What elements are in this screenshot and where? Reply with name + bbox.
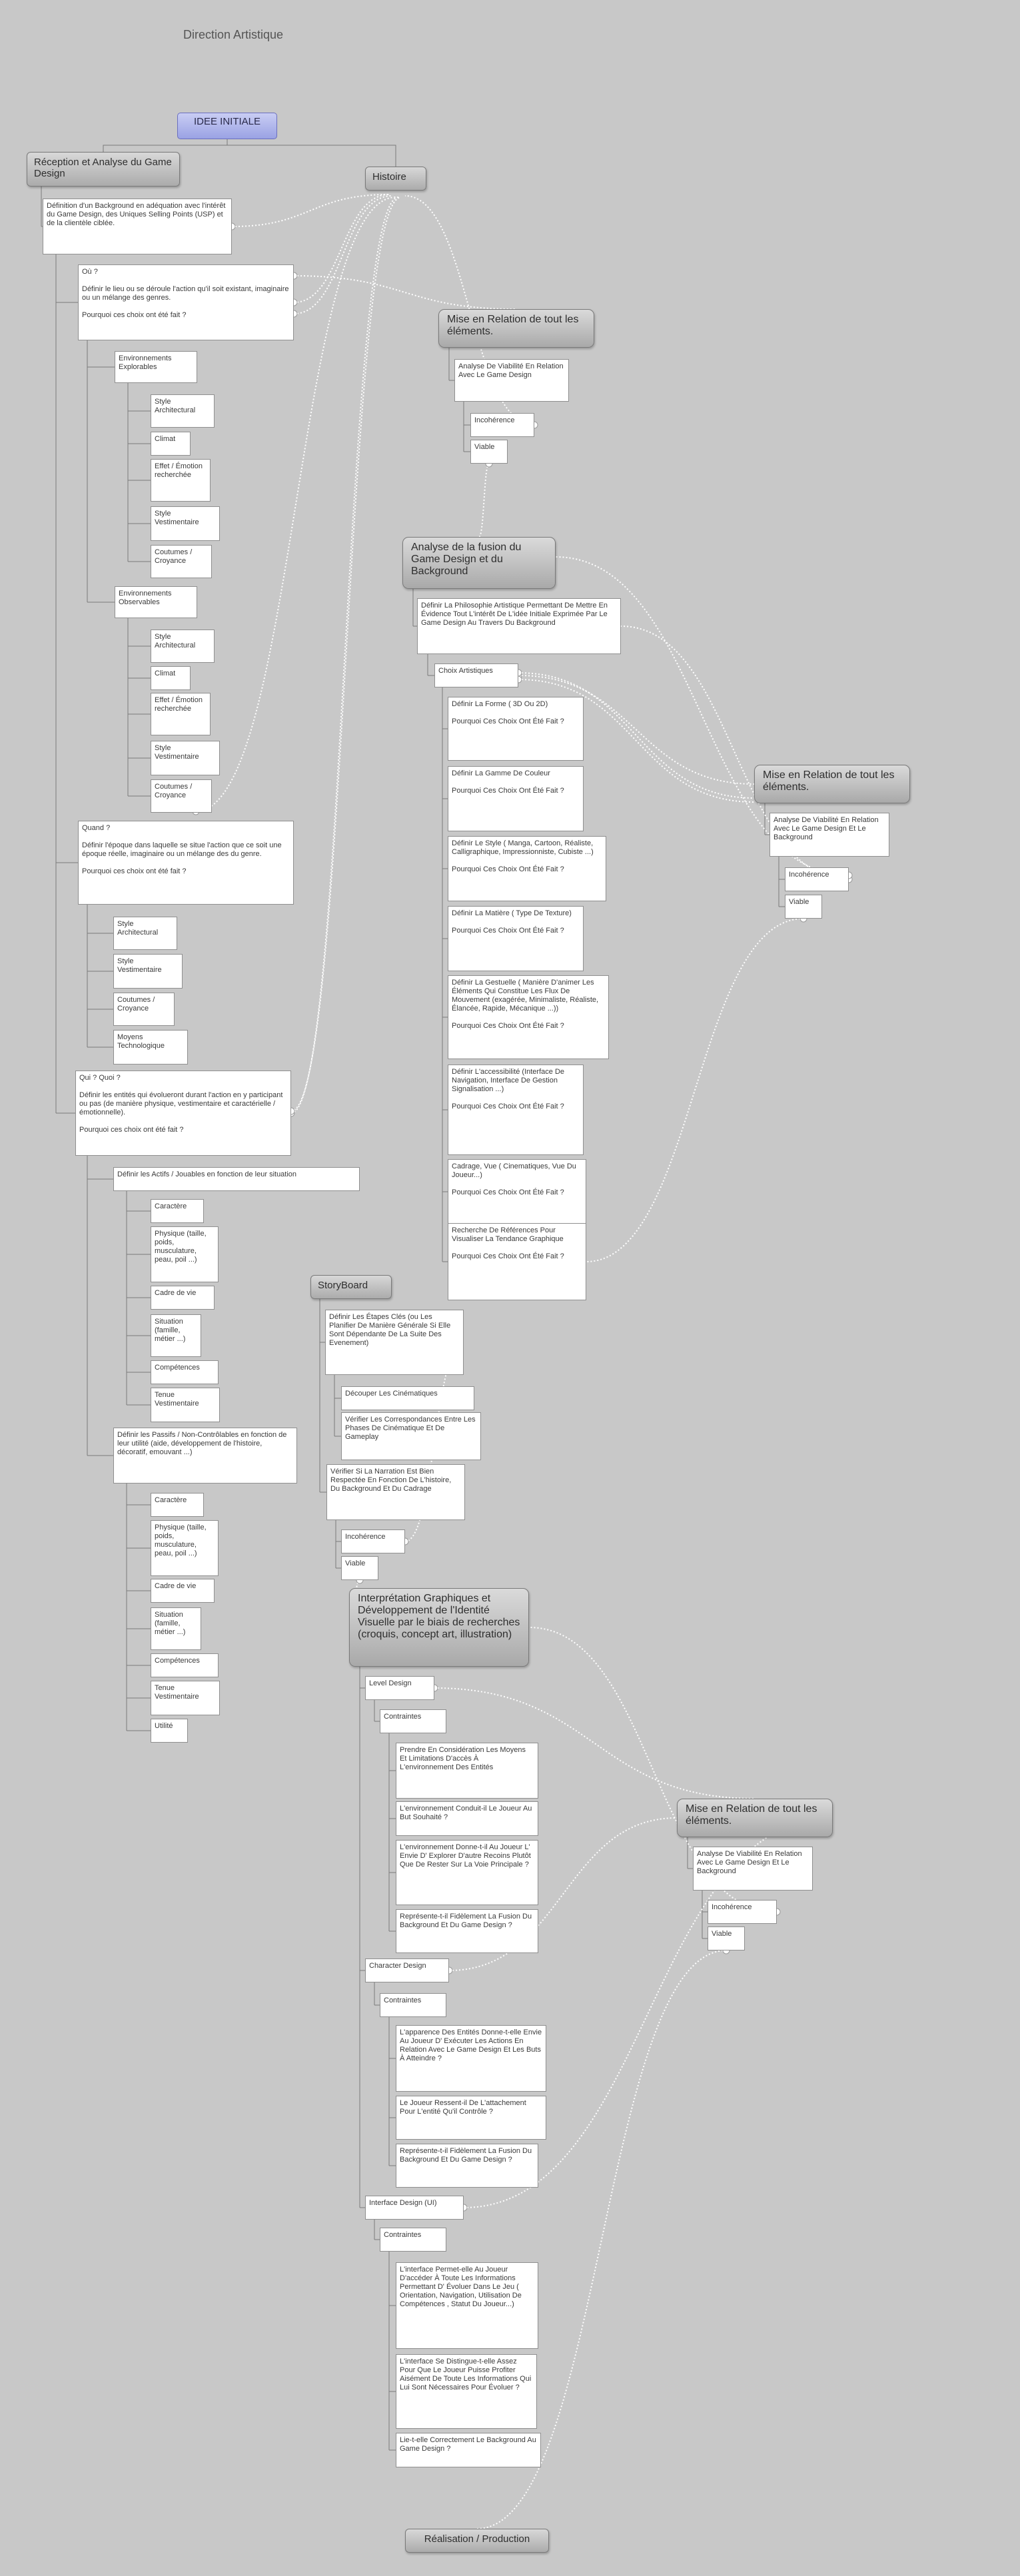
sb-viable-node[interactable]: Viable — [341, 1556, 378, 1580]
ui-c1-node[interactable]: L'interface Permet-elle Au Joueur D'accéder À Toute Les Informations Permettant D' Évoluer Dans Le Jeu ( Orientation, Navigation, Utilisation De Compétences , Statut Du Joueur...) — [396, 2262, 538, 2349]
histoire-node[interactable]: Histoire — [365, 167, 426, 191]
interface-design-node[interactable]: Interface Design (UI) — [365, 2196, 464, 2220]
ui-c2-node[interactable]: L'interface Se Distingue-t-elle Assez Pour Que Le Joueur Puisse Profiter Aisément De Toute Les Informations Qui Lui Sont Nécessaires Pour Évoluer ? — [396, 2354, 537, 2429]
philosophie-node[interactable]: Définir La Philosophie Artistique Permettant De Mettre En Évidence Tout L'intérêt De L'idée Initiale Exprimée Par Le Game Design Au Travers Du Background — [417, 598, 621, 654]
cd-c2-node[interactable]: Le Joueur Ressent-il De L'attachement Pour L'entité Qu'il Contrôle ? — [396, 2096, 546, 2140]
mise1-incoherence-node[interactable]: Incohérence — [470, 413, 534, 437]
reception-node[interactable]: Réception et Analyse du Game Design — [27, 152, 180, 187]
eo-style-vest-node[interactable]: Style Vestimentaire — [151, 741, 220, 775]
matiere-node[interactable]: Définir La Matière ( Type De Texture) Pourquoi Ces Choix Ont Été Fait ? — [448, 906, 584, 971]
relation-link — [586, 919, 803, 1262]
ou-node[interactable]: Où ? Définir le lieu ou se déroule l'action qu'il soit existant, imaginaire ou un mélange des genres. Pourquoi ces choix ont été fait ? — [78, 264, 294, 340]
ld-c3-node[interactable]: L'environnement Donne-t-il Au Joueur L' Envie D' Explorer D'autre Recoins Plutôt Que De Rester Sur La Voie Principale ? — [396, 1840, 538, 1905]
ee-style-vest-node[interactable]: Style Vestimentaire — [151, 506, 220, 541]
a-situation-node[interactable]: Situation (famille, métier ...) — [151, 1314, 201, 1357]
p-utilite-node[interactable]: Utilité — [151, 1719, 188, 1743]
q-style-archi-node[interactable]: Style Architectural — [113, 917, 177, 950]
a-tenue-node[interactable]: Tenue Vestimentaire — [151, 1388, 220, 1422]
root-node[interactable]: IDEE INITIALE — [177, 113, 277, 139]
character-design-node[interactable]: Character Design — [365, 1958, 449, 1982]
tree-branch — [227, 145, 396, 167]
ui-c3-node[interactable]: Lie-t-elle Correctement Le Background Au Game Design ? — [396, 2433, 541, 2467]
relation-link — [291, 197, 401, 1111]
mise3-analyse-node[interactable]: Analyse De Viabilité En Relation Avec Le Game Design Et Le Background — [693, 1847, 813, 1891]
a-caractere-node[interactable]: Caractère — [151, 1199, 204, 1223]
actifs-node[interactable]: Définir les Actifs / Jouables en fonction de leur situation — [113, 1167, 360, 1191]
a-cadre-node[interactable]: Cadre de vie — [151, 1286, 215, 1310]
mise3-viable-node[interactable]: Viable — [708, 1927, 745, 1950]
q-moyens-node[interactable]: Moyens Technologique — [113, 1030, 188, 1065]
p-caractere-node[interactable]: Caractère — [151, 1493, 204, 1517]
env-explorables-node[interactable]: Environnements Explorables — [115, 351, 197, 383]
env-observables-node[interactable]: Environnements Observables — [115, 586, 197, 618]
ld-c4-node[interactable]: Représente-t-il Fidèlement La Fusion Du Background Et Du Game Design ? — [396, 1909, 538, 1953]
ee-coutumes-node[interactable]: Coutumes / Croyance — [151, 545, 212, 578]
mise2-incoherence-node[interactable]: Incohérence — [785, 867, 849, 891]
forme-node[interactable]: Définir La Forme ( 3D Ou 2D) Pourquoi Ces Choix Ont Été Fait ? — [448, 697, 584, 761]
mise-relation-1-node[interactable]: Mise en Relation de tout les éléments. — [438, 309, 594, 348]
p-competences-node[interactable]: Compétences — [151, 1653, 219, 1677]
page-title: Direction Artistique — [183, 28, 284, 41]
p-physique-node[interactable]: Physique (taille, poids, musculature, peau, poil ...) — [151, 1520, 219, 1576]
gestuelle-node[interactable]: Définir La Gestuelle ( Manière D'animer Les Éléments Qui Constitue Les Flux De Mouvement (exagérée, Minimaliste, Réaliste, Élancée, Rapide, Mécanique ...)) Pourquoi Ces Choix Ont Été Fait ? — [448, 975, 609, 1059]
mise1-viable-node[interactable]: Viable — [470, 440, 508, 464]
mise2-analyse-node[interactable]: Analyse De Viabilité En Relation Avec Le Game Design Et Le Background — [769, 813, 889, 857]
verifier-narr-node[interactable]: Vérifier Si La Narration Est Bien Respectée En Fonction De L'histoire, Du Background Et Du Cadrage — [326, 1464, 465, 1520]
mise-relation-3-node[interactable]: Mise en Relation de tout les éléments. — [677, 1799, 833, 1837]
ee-effet-node[interactable]: Effet / Émotion recherchée — [151, 459, 211, 502]
ee-style-archi-node[interactable]: Style Architectural — [151, 394, 215, 428]
mise1-analyse-node[interactable]: Analyse De Viabilité En Relation Avec Le Game Design — [454, 359, 569, 402]
ui-contraintes-node[interactable]: Contraintes — [380, 2228, 446, 2252]
q-coutumes-node[interactable]: Coutumes / Croyance — [113, 993, 175, 1026]
storyboard-node[interactable]: StoryBoard — [310, 1275, 392, 1299]
gamme-node[interactable]: Définir La Gamme De Couleur Pourquoi Ces Choix Ont Été Fait ? — [448, 766, 584, 831]
relation-link — [479, 464, 489, 537]
mise-relation-2-node[interactable]: Mise en Relation de tout les éléments. — [754, 765, 910, 803]
sb-incoherence-node[interactable]: Incohérence — [341, 1529, 405, 1553]
p-situation-node[interactable]: Situation (famille, métier ...) — [151, 1607, 201, 1650]
mise2-viable-node[interactable]: Viable — [785, 895, 822, 919]
verifier-corr-node[interactable]: Vérifier Les Correspondances Entre Les Phases De Cinématique Et De Gameplay — [341, 1412, 481, 1460]
cadrage-node[interactable]: Cadrage, Vue ( Cinematiques, Vue Du Joueur...) Pourquoi Ces Choix Ont Été Fait ? — [448, 1159, 586, 1224]
relation-link — [294, 276, 516, 309]
ld-c2-node[interactable]: L'environnement Conduit-il Le Joueur Au But Souhaité ? — [396, 1801, 538, 1836]
style-node[interactable]: Définir Le Style ( Manga, Cartoon, Réaliste, Calligraphique, Impressionniste, Cubiste ...) Pourquoi Ces Choix Ont Été Fait ? — [448, 836, 606, 901]
fusion-node[interactable]: Analyse de la fusion du Game Design et du Background — [402, 537, 556, 589]
cd-contraintes-node[interactable]: Contraintes — [380, 1993, 446, 2017]
mise3-incoherence-node[interactable]: Incohérence — [708, 1900, 777, 1924]
a-competences-node[interactable]: Compétences — [151, 1360, 219, 1384]
recherche-node[interactable]: Recherche De Références Pour Visualiser La Tendance Graphique Pourquoi Ces Choix Ont Été Fait ? — [448, 1223, 586, 1300]
relation-link — [291, 197, 398, 1113]
choix-artistiques-node[interactable]: Choix Artistiques — [434, 663, 518, 687]
tree-branch — [103, 139, 227, 152]
eo-style-archi-node[interactable]: Style Architectural — [151, 630, 215, 663]
ee-climat-node[interactable]: Climat — [151, 432, 191, 456]
p-tenue-node[interactable]: Tenue Vestimentaire — [151, 1681, 220, 1715]
ld-contraintes-node[interactable]: Contraintes — [380, 1709, 446, 1733]
decouper-node[interactable]: Découper Les Cinématiques — [341, 1386, 474, 1410]
cd-c3-node[interactable]: Représente-t-il Fidèlement La Fusion Du Background Et Du Game Design ? — [396, 2144, 538, 2188]
quand-node[interactable]: Quand ? Définir l'époque dans laquelle se situe l'action que ce soit une époque réelle, imaginaire ou un mélange des du genre. Pourquoi ces choix ont été fait ? — [78, 821, 294, 905]
etapes-node[interactable]: Définir Les Étapes Clés (ou Les Planifier De Manière Générale Si Elle Sont Dépendante De La Suite Des Evenement) — [325, 1310, 464, 1375]
qui-node[interactable]: Qui ? Quoi ? Définir les entités qui évolueront durant l'action en y participant ou pas (de manière physique, vestimentaire et caractérielle / émotionnelle). Pourquoi ces choix ont été fait ? — [75, 1071, 291, 1156]
realisation-node[interactable]: Réalisation / Production — [405, 2529, 549, 2553]
eo-coutumes-node[interactable]: Coutumes / Croyance — [151, 779, 212, 813]
cd-c1-node[interactable]: L'apparence Des Entités Donne-t-elle Envie Au Joueur D' Exécuter Les Actions En Relation Avec Le Game Design Et Les Buts À Atteindre ? — [396, 2025, 546, 2092]
eo-effet-node[interactable]: Effet / Émotion recherchée — [151, 693, 211, 735]
p-cadre-node[interactable]: Cadre de vie — [151, 1579, 215, 1603]
def-background-node[interactable]: Définition d'un Background en adéquation avec l'intérêt du Game Design, des Uniques Selling Points (USP) et de la clientèle ciblée. — [43, 199, 232, 254]
interpretation-node[interactable]: Interprétation Graphiques et Développement de l'Identité Visuelle par le biais de recherches (croquis, concept art, illustration) — [349, 1588, 529, 1667]
q-style-vest-node[interactable]: Style Vestimentaire — [113, 954, 183, 989]
passifs-node[interactable]: Définir les Passifs / Non-Contrôlables en fonction de leur utilité (aide, développement de l'histoire, décoratif, emouvant ...) — [113, 1428, 297, 1484]
accessibilite-node[interactable]: Définir L'accessibilité (Interface De Navigation, Interface De Gestion Signalisation ...) Pourquoi Ces Choix Ont Été Fait ? — [448, 1065, 584, 1155]
a-physique-node[interactable]: Physique (taille, poids, musculature, peau, poil ...) — [151, 1226, 219, 1282]
eo-climat-node[interactable]: Climat — [151, 666, 191, 690]
level-design-node[interactable]: Level Design — [365, 1676, 434, 1700]
ld-c1-node[interactable]: Prendre En Considération Les Moyens Et Limitations D'accès À L'environnement Des Entités — [396, 1743, 538, 1799]
